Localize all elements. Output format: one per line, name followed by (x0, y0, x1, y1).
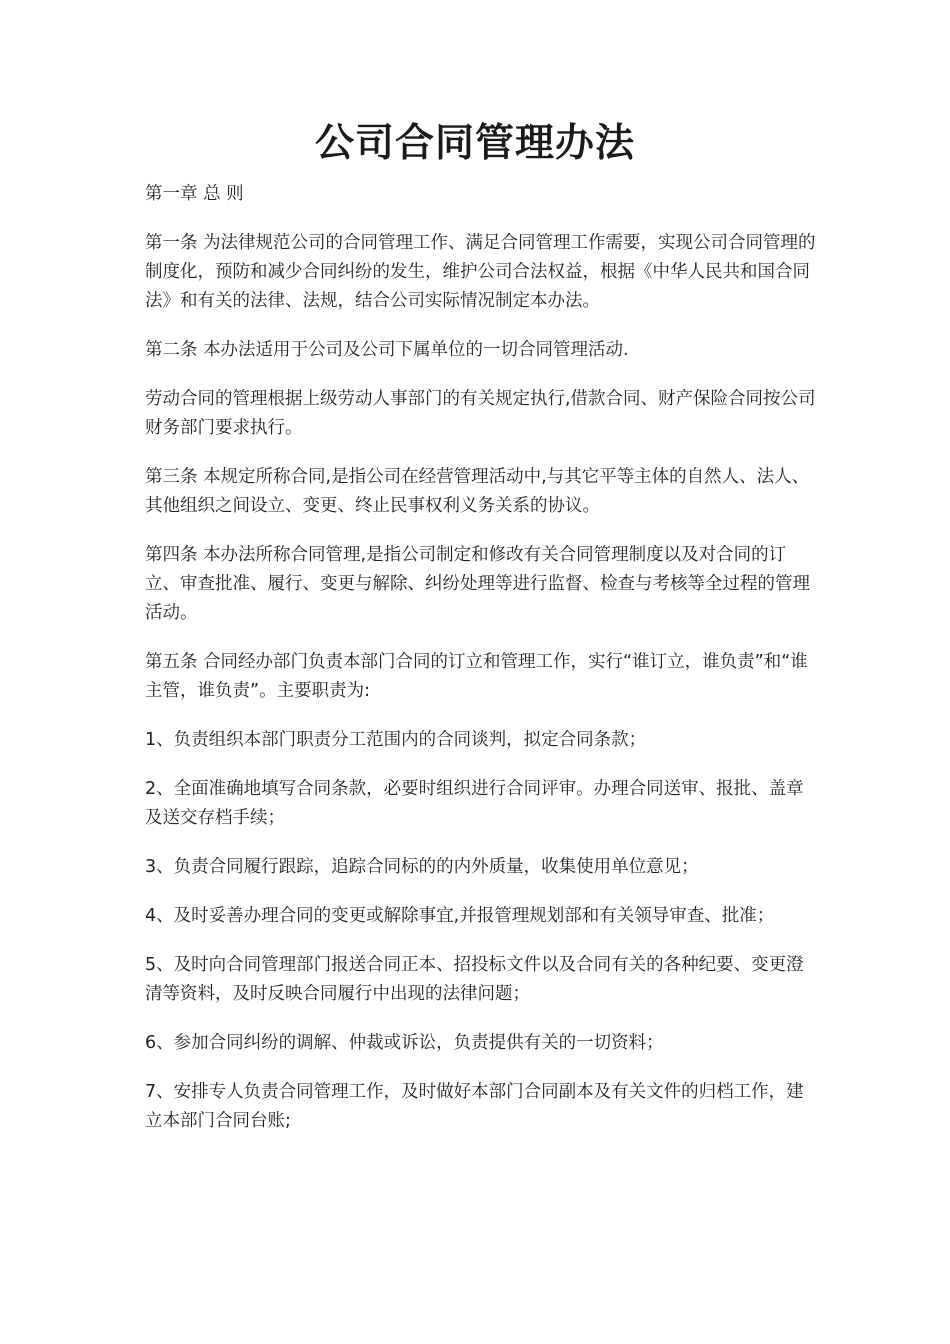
chapter-heading: 第一章 总 则 (145, 184, 244, 204)
article-2: 第二条 本办法适用于公司及公司下属单位的一切合同管理活动. (145, 340, 629, 360)
article-1: 第一条 为法律规范公司的合同管理工作、满足合同管理工作需要，实现公司合同管理的制度化，预防和减少合同纠纷的发生，维护公司合法权益，根据《中华人民共和国合同法》和有关的法律、法规，结合公司实际情况制定本办法。 (145, 233, 816, 311)
duty-item-5: 5、及时向合同管理部门报送合同正本、招投标文件以及合同有关的各种纪要、变更澄清等资料，及时反映合同履行中出现的法律问题； (145, 955, 804, 1004)
article-4: 第四条 本办法所称合同管理,是指公司制定和修改有关合同管理制度以及对合同的订立、审查批准、履行、变更与解除、纠纷处理等进行监督、检查与考核等全过程的管理活动。 (145, 545, 810, 623)
duty-item-4: 4、及时妥善办理合同的变更或解除事宜,并报管理规划部和有关领导审查、批准； (145, 906, 775, 926)
article-2-note: 劳动合同的管理根据上级劳动人事部门的有关规定执行,借款合同、财产保险合同按公司财务部门要求执行。 (145, 389, 816, 438)
duty-item-7: 7、安排专人负责合同管理工作，及时做好本部门合同副本及有关文件的归档工作，建立本部门合同台账; (145, 1082, 804, 1131)
duty-item-1: 1、负责组织本部门职责分工范围内的合同谈判，拟定合同条款； (145, 730, 647, 750)
duty-item-2: 2、全面准确地填写合同条款，必要时组织进行合同评审。办理合同送审、报批、盖章及送交存档手续； (145, 779, 804, 828)
document-title: 公司合同管理办法 (314, 121, 635, 166)
duty-item-6: 6、参加合同纠纷的调解、仲裁或诉讼，负责提供有关的一切资料； (145, 1033, 664, 1053)
article-3: 第三条 本规定所称合同,是指公司在经营管理活动中,与其它平等主体的自然人、法人、其他组织之间设立、变更、终止民事权利义务关系的协议。 (145, 467, 810, 516)
article-5: 第五条 合同经办部门负责本部门合同的订立和管理工作，实行“谁订立，谁负责”和“谁主管，谁负责”。主要职责为: (145, 652, 808, 701)
duty-item-3: 3、负责合同履行跟踪，追踪合同标的的内外质量，收集使用单位意见； (145, 857, 699, 877)
